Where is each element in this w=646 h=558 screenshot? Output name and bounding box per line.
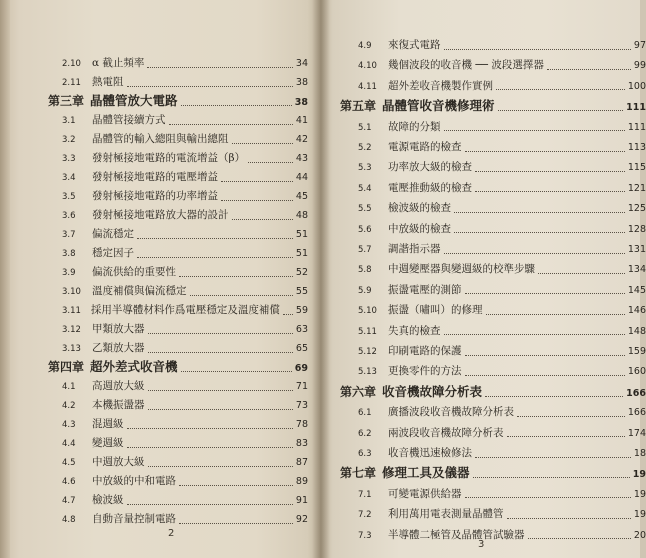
section-number: 4.3: [62, 420, 76, 430]
dot-leader: [127, 85, 293, 87]
dot-leader: [465, 150, 625, 152]
section-title: 中週變壓器與變週級的校準步驟: [388, 263, 535, 276]
toc-entry: [358, 364, 646, 379]
page-reference: 19: [633, 488, 646, 500]
section-number: 6.1: [358, 408, 372, 419]
toc-entry: [358, 507, 646, 522]
section-title: 調諧指示器: [388, 243, 441, 255]
page-reference: 87: [295, 457, 308, 468]
toc-entry: [62, 398, 308, 413]
section-number: 3.10: [62, 287, 81, 297]
toc-entry: [358, 303, 646, 318]
toc-chapter: [340, 466, 646, 482]
section-number: 5.3: [358, 163, 372, 174]
left-page-number: 2: [168, 528, 175, 539]
toc-entry: [358, 262, 646, 277]
section-title: 中週放大級: [92, 456, 145, 468]
dot-leader: [465, 354, 625, 356]
section-title: 溫度補償與偏流穩定: [92, 285, 187, 297]
page-reference: 51: [295, 248, 308, 259]
section-title: 發射極接地電路的電流增益（β）: [92, 152, 246, 164]
section-number: 4.6: [62, 477, 76, 487]
section-title: 本機振盪器: [92, 399, 145, 411]
book-gutter: [312, 0, 330, 558]
toc-entry: [358, 140, 646, 155]
toc-entry: [62, 170, 308, 185]
chapter-title: 晶體管放大電路: [90, 93, 178, 108]
dot-leader: [137, 256, 293, 258]
section-title: 檢波級: [92, 494, 124, 506]
page-reference: 128: [627, 223, 646, 235]
section-title: 發射極接地電路放大器的設計: [92, 209, 229, 221]
toc-entry: [358, 405, 646, 420]
section-title: 發射極接地電路的功率增益: [92, 190, 218, 202]
page-reference: 55: [295, 286, 308, 297]
dot-leader: [517, 415, 625, 417]
dot-leader: [148, 351, 293, 353]
page-reference: 65: [295, 343, 308, 354]
dot-leader: [444, 252, 625, 254]
section-number: 7.3: [358, 530, 372, 541]
section-title: 兩波段收音機故障分析表: [388, 426, 504, 439]
section-number: 5.13: [358, 367, 377, 378]
chapter-title: 晶體管收音機修理術: [382, 98, 495, 114]
dot-leader: [465, 374, 625, 376]
toc-entry: [62, 56, 308, 71]
toc-entry: [358, 487, 646, 502]
toc-entry: [62, 246, 308, 261]
section-title: α 截止頻率: [92, 57, 145, 69]
page-reference: 100: [627, 80, 646, 92]
page-reference: 125: [627, 203, 646, 215]
section-title: 晶體管接續方式: [92, 114, 166, 126]
toc-entry: [62, 132, 308, 147]
dot-leader: [169, 123, 293, 125]
toc-entry: [62, 436, 308, 451]
dot-leader: [507, 517, 631, 519]
section-title: 更換零件的方法: [388, 365, 462, 378]
page-reference: 45: [295, 191, 308, 202]
dot-leader: [547, 68, 631, 70]
section-number: 3.1: [62, 116, 76, 126]
page-reference: 71: [295, 381, 308, 392]
dot-leader: [127, 503, 293, 505]
dot-leader: [147, 66, 292, 68]
section-title: 高週放大級: [92, 380, 145, 392]
toc-entry: [358, 222, 646, 237]
dot-leader: [465, 496, 631, 498]
page-reference: 99: [633, 60, 646, 72]
section-title: 來復式電路: [388, 39, 441, 51]
toc-entry: [62, 189, 308, 204]
toc-entry: [358, 120, 646, 135]
toc-entry: [62, 455, 308, 470]
section-title: 振盪電壓的測節: [388, 283, 462, 296]
toc-entry: [62, 265, 308, 280]
dot-leader: [507, 435, 625, 437]
section-title: 甲類放大器: [92, 323, 145, 335]
section-title: 偏流穩定: [92, 228, 134, 240]
section-title: 發射極接地電路的電壓增益: [92, 171, 218, 183]
section-number: 3.9: [62, 268, 76, 278]
section-title: 採用半導體材料作爲電壓穩定及溫度補償: [90, 304, 280, 316]
section-title: 檢波級的檢查: [388, 202, 451, 215]
page-reference: 63: [295, 324, 308, 335]
section-title: 穩定因子: [92, 247, 134, 259]
page-reference: 18: [633, 448, 646, 459]
chapter-title: 超外差式收音機: [90, 359, 178, 374]
section-number: 5.12: [358, 347, 377, 357]
page-reference: 145: [627, 284, 646, 296]
section-number: 4.5: [62, 458, 76, 468]
toc-entry: [358, 38, 646, 53]
toc-chapter: [48, 360, 308, 376]
section-title: 晶體管的輸入總阻與輸出總阻: [92, 133, 229, 145]
dot-leader: [475, 170, 625, 172]
section-number: 4.10: [358, 61, 377, 72]
toc-entry: [62, 113, 308, 128]
section-number: 3.6: [62, 211, 76, 221]
section-title: 電壓推動級的檢查: [388, 181, 472, 194]
section-number: 4.2: [62, 401, 76, 411]
dot-leader: [137, 237, 293, 239]
chapter-title: 收音機故障分析表: [382, 383, 483, 399]
section-number: 3.4: [62, 173, 76, 183]
dot-leader: [475, 190, 625, 192]
toc-entry: [358, 181, 646, 196]
dot-leader: [181, 370, 292, 372]
section-title: 電源電路的檢查: [388, 141, 462, 153]
dot-leader: [454, 211, 625, 213]
page-reference: 146: [627, 305, 646, 317]
page-reference: 48: [295, 210, 308, 221]
dot-leader: [473, 476, 630, 478]
toc-entry: [358, 426, 646, 441]
dot-leader: [179, 522, 293, 524]
page-reference: 92: [295, 514, 308, 525]
page-reference: 19: [633, 509, 646, 521]
dot-leader: [148, 332, 293, 334]
chapter-number: 第六章: [340, 384, 377, 399]
section-number: 7.1: [358, 489, 372, 500]
section-number: 4.1: [62, 382, 76, 392]
section-title: 變週級: [92, 437, 124, 449]
page-reference: 159: [627, 346, 646, 357]
chapter-title: 修理工具及儀器: [382, 465, 470, 481]
section-number: 5.9: [358, 285, 372, 296]
dot-leader: [496, 88, 625, 90]
dot-leader: [485, 395, 623, 397]
page-reference: 59: [295, 305, 308, 316]
section-title: 故障的分類: [388, 120, 441, 133]
toc-entry: [62, 303, 308, 318]
toc-entry: [358, 201, 646, 216]
section-title: 失真的檢查: [388, 324, 441, 337]
toc-entry: [358, 446, 646, 461]
page-reference: 97: [633, 40, 646, 51]
toc-entry: [358, 528, 646, 543]
section-number: 5.4: [358, 183, 372, 194]
section-number: 4.11: [358, 81, 377, 92]
toc-entry: [358, 324, 646, 339]
section-title: 可變電源供給器: [388, 487, 462, 500]
section-number: 3.12: [62, 325, 81, 335]
chapter-number: 第五章: [340, 99, 377, 114]
section-title: 熱電阻: [92, 76, 124, 88]
section-title: 半導體二極管及晶體管試驗器: [388, 528, 525, 541]
dot-leader: [148, 408, 293, 410]
dot-leader: [444, 333, 625, 335]
page-reference: 34: [295, 58, 308, 69]
section-number: 5.11: [358, 326, 377, 337]
dot-leader: [148, 389, 293, 391]
section-number: 4.9: [358, 41, 372, 51]
toc-entry: [62, 379, 308, 394]
section-number: 5.10: [358, 306, 377, 317]
dot-leader: [498, 109, 624, 111]
section-title: 振盪（嘯叫）的修理: [388, 304, 483, 317]
toc-entry: [358, 344, 646, 359]
dot-leader: [232, 142, 293, 144]
page-reference: 38: [295, 77, 308, 88]
section-number: 5.6: [358, 224, 372, 235]
dot-leader: [454, 231, 625, 233]
section-title: 自動音量控制電路: [92, 513, 176, 525]
page-reference: 121: [627, 182, 646, 194]
toc-chapter: [340, 385, 646, 401]
toc-entry: [62, 284, 308, 299]
page-reference: 83: [295, 438, 308, 449]
page-reference: 113: [627, 142, 646, 153]
page-reference: 38: [294, 97, 308, 108]
dot-leader: [248, 161, 293, 163]
page-reference: 20: [633, 529, 646, 541]
toc-entry: [62, 151, 308, 166]
page-reference: 91: [295, 495, 308, 506]
dot-leader: [486, 313, 625, 315]
dot-leader: [465, 292, 625, 294]
page-reference: 51: [295, 229, 308, 240]
dot-leader: [221, 180, 293, 182]
page-reference: 41: [295, 115, 308, 126]
page-reference: 111: [626, 102, 646, 114]
dot-leader: [148, 465, 293, 467]
section-title: 中放級的檢查: [388, 222, 451, 235]
page-reference: 73: [295, 400, 308, 411]
page-reference: 89: [295, 476, 308, 487]
dot-leader: [179, 275, 293, 277]
page-reference: 69: [294, 363, 308, 374]
section-title: 混週級: [92, 418, 124, 430]
section-title: 中放級的中和電路: [92, 475, 176, 487]
page-reference: 134: [627, 264, 646, 276]
toc-chapter: [48, 94, 308, 110]
section-number: 3.5: [62, 192, 76, 202]
page-reference: 111: [627, 121, 646, 133]
right-page-number: 3: [478, 539, 485, 550]
page-reference: 174: [627, 427, 646, 439]
page-reference: 52: [295, 267, 308, 278]
section-number: 3.8: [62, 249, 76, 259]
section-number: 6.3: [358, 449, 372, 459]
right-toc: [320, 0, 646, 558]
toc-entry: [62, 474, 308, 489]
section-number: 4.7: [62, 496, 76, 506]
toc-entry: [358, 283, 646, 298]
dot-leader: [232, 218, 293, 220]
dot-leader: [475, 456, 631, 458]
toc-entry: [62, 75, 308, 90]
dot-leader: [181, 104, 292, 106]
section-number: 2.11: [62, 78, 81, 88]
toc-chapter: [340, 99, 646, 115]
section-number: 6.2: [358, 428, 372, 439]
page-reference: 42: [295, 134, 308, 145]
section-number: 4.4: [62, 439, 76, 449]
page-reference: 44: [295, 172, 308, 183]
page-reference: 115: [627, 162, 646, 174]
toc-entry: [358, 242, 646, 257]
dot-leader: [190, 294, 293, 296]
section-number: 3.3: [62, 154, 76, 164]
chapter-number: 第三章: [48, 94, 85, 108]
toc-entry: [62, 417, 308, 432]
section-number: 2.10: [62, 59, 81, 69]
page-reference: 78: [295, 419, 308, 430]
section-title: 偏流供給的重要性: [92, 266, 176, 278]
section-title: 乙類放大器: [92, 342, 145, 354]
section-title: 超外差收音機製作實例: [388, 79, 493, 92]
dot-leader: [127, 427, 293, 429]
section-number: 4.8: [62, 515, 76, 525]
section-title: 印刷電路的保護: [388, 345, 462, 357]
toc-entry: [62, 322, 308, 337]
left-toc: [0, 0, 320, 558]
section-title: 收音機迅速檢修法: [388, 447, 472, 459]
page-reference: 148: [627, 325, 646, 337]
page-reference: 131: [627, 244, 646, 255]
section-title: 幾個波段的收音機 ── 波段選擇器: [388, 59, 544, 72]
page-reference: 19: [632, 469, 646, 481]
section-number: 5.2: [358, 143, 372, 153]
dot-leader: [283, 313, 293, 315]
section-title: 廣播波段收音機故障分析表: [388, 406, 514, 419]
section-title: 功率放大級的檢查: [388, 161, 472, 174]
dot-leader: [444, 48, 631, 50]
left-page: [0, 0, 320, 558]
toc-entry: [358, 79, 646, 94]
toc-entry: [358, 58, 646, 73]
dot-leader: [538, 272, 625, 274]
page-reference: 166: [626, 387, 646, 399]
dot-leader: [444, 129, 625, 131]
page-reference: 43: [295, 153, 308, 164]
chapter-number: 第七章: [340, 466, 377, 481]
section-number: 3.7: [62, 230, 76, 240]
section-number: 5.8: [358, 265, 372, 276]
toc-entry: [62, 341, 308, 356]
section-number: 5.1: [358, 122, 372, 133]
section-number: 3.2: [62, 135, 76, 145]
dot-leader: [179, 484, 293, 486]
toc-entry: [62, 512, 308, 527]
dot-leader: [528, 537, 631, 539]
section-number: 5.5: [358, 204, 372, 215]
dot-leader: [127, 446, 293, 448]
page-reference: 160: [627, 366, 646, 378]
section-number: 7.2: [358, 510, 372, 521]
toc-entry: [62, 227, 308, 242]
section-title: 利用萬用電表測量晶體管: [388, 508, 504, 521]
page-reference: 166: [627, 407, 646, 419]
toc-entry: [62, 208, 308, 223]
dot-leader: [221, 199, 293, 201]
toc-entry: [62, 493, 308, 508]
section-number: 3.11: [62, 306, 81, 316]
right-page: [320, 0, 646, 558]
section-number: 5.7: [358, 245, 372, 255]
section-number: 3.13: [62, 344, 81, 354]
chapter-number: 第四章: [48, 360, 85, 374]
toc-entry: [358, 160, 646, 175]
